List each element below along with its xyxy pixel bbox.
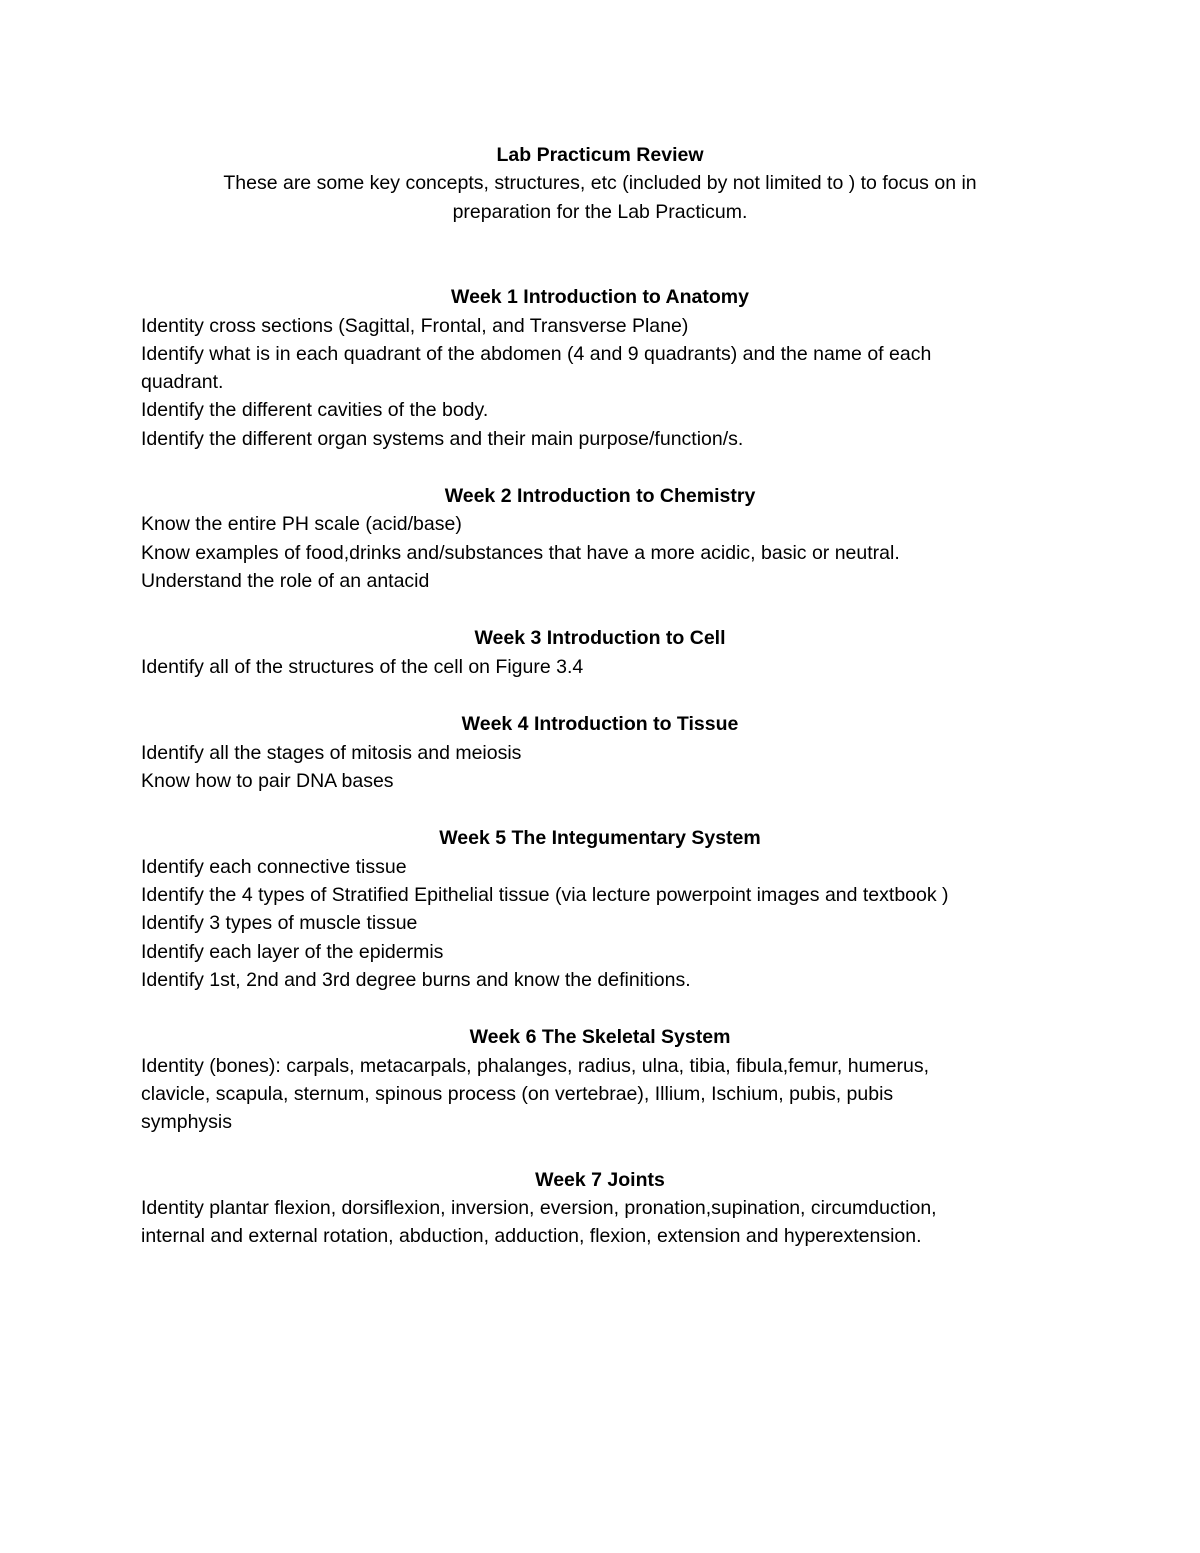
section-line: internal and external rotation, abduction, adduction, flexion, extension and hyperextension. xyxy=(141,1225,922,1248)
section-line: Know how to pair DNA bases xyxy=(141,769,394,792)
section-line: Identify the different organ systems and their main purpose/function/s. xyxy=(141,427,744,450)
intro-line: preparation for the Lab Practicum. xyxy=(452,200,748,223)
section-line: Identify each connective tissue xyxy=(141,855,407,878)
section-heading: Week 6 The Skeletal System xyxy=(469,1026,731,1049)
section-line: Identify all of the structures of the cell on Figure 3.4 xyxy=(141,655,584,678)
section-line: quadrant. xyxy=(141,371,224,394)
section-line: Understand the role of an antacid xyxy=(141,570,430,593)
document-title: Lab Practicum Review xyxy=(496,144,704,166)
section-line: Identify each layer of the epidermis xyxy=(141,940,444,963)
intro-line: These are some key concepts, structures, etc (included by not limited to ) to focus on in xyxy=(223,172,977,194)
week-section xyxy=(141,482,1059,595)
section-heading: Week 1 Introduction to Anatomy xyxy=(451,286,749,308)
week-section xyxy=(141,824,1059,994)
week-section xyxy=(141,1166,1059,1251)
week-section xyxy=(141,283,1059,453)
section-line: Identity plantar flexion, dorsiflexion, inversion, eversion, pronation,supination, circumduction, xyxy=(141,1197,937,1220)
week-section xyxy=(141,1023,1059,1136)
section-line: Identify all the stages of mitosis and meiosis xyxy=(141,741,522,764)
section-line: Identify what is in each quadrant of the abdomen (4 and 9 quadrants) and the name of each xyxy=(141,342,932,365)
week-section xyxy=(141,624,1059,681)
document-page xyxy=(141,141,1059,1280)
section-heading: Week 2 Introduction to Chemistry xyxy=(444,484,756,507)
section-line: Identity cross sections (Sagittal, Frontal, and Transverse Plane) xyxy=(141,314,689,337)
sections-container xyxy=(141,283,1059,1251)
section-line: Identity (bones): carpals, metacarpals, phalanges, radius, ulna, tibia, fibula,femur, humerus, xyxy=(141,1054,929,1077)
section-line: Identify the 4 types of Stratified Epithelial tissue (via lecture powerpoint images and textbook ) xyxy=(141,884,949,907)
section-heading: Week 5 The Integumentary System xyxy=(439,827,761,850)
section-line: Identify 1st, 2nd and 3rd degree burns and know the definitions. xyxy=(141,968,691,991)
section-line: clavicle, scapula, sternum, spinous process (on vertebrae), Illium, Ischium, pubis, pubis xyxy=(141,1083,894,1106)
section-heading: Week 3 Introduction to Cell xyxy=(474,627,726,650)
spacer xyxy=(141,226,1059,283)
section-heading: Week 7 Joints xyxy=(535,1168,665,1191)
section-heading: Week 4 Introduction to Tissue xyxy=(461,713,739,736)
week-section xyxy=(141,710,1059,795)
section-line: Know the entire PH scale (acid/base) xyxy=(141,513,462,536)
section-line: Identify 3 types of muscle tissue xyxy=(141,912,418,935)
section-line: Identify the different cavities of the body. xyxy=(141,399,489,422)
section-line: Know examples of food,drinks and/substances that have a more acidic, basic or neutral. xyxy=(141,541,900,564)
section-line: symphysis xyxy=(141,1111,233,1134)
